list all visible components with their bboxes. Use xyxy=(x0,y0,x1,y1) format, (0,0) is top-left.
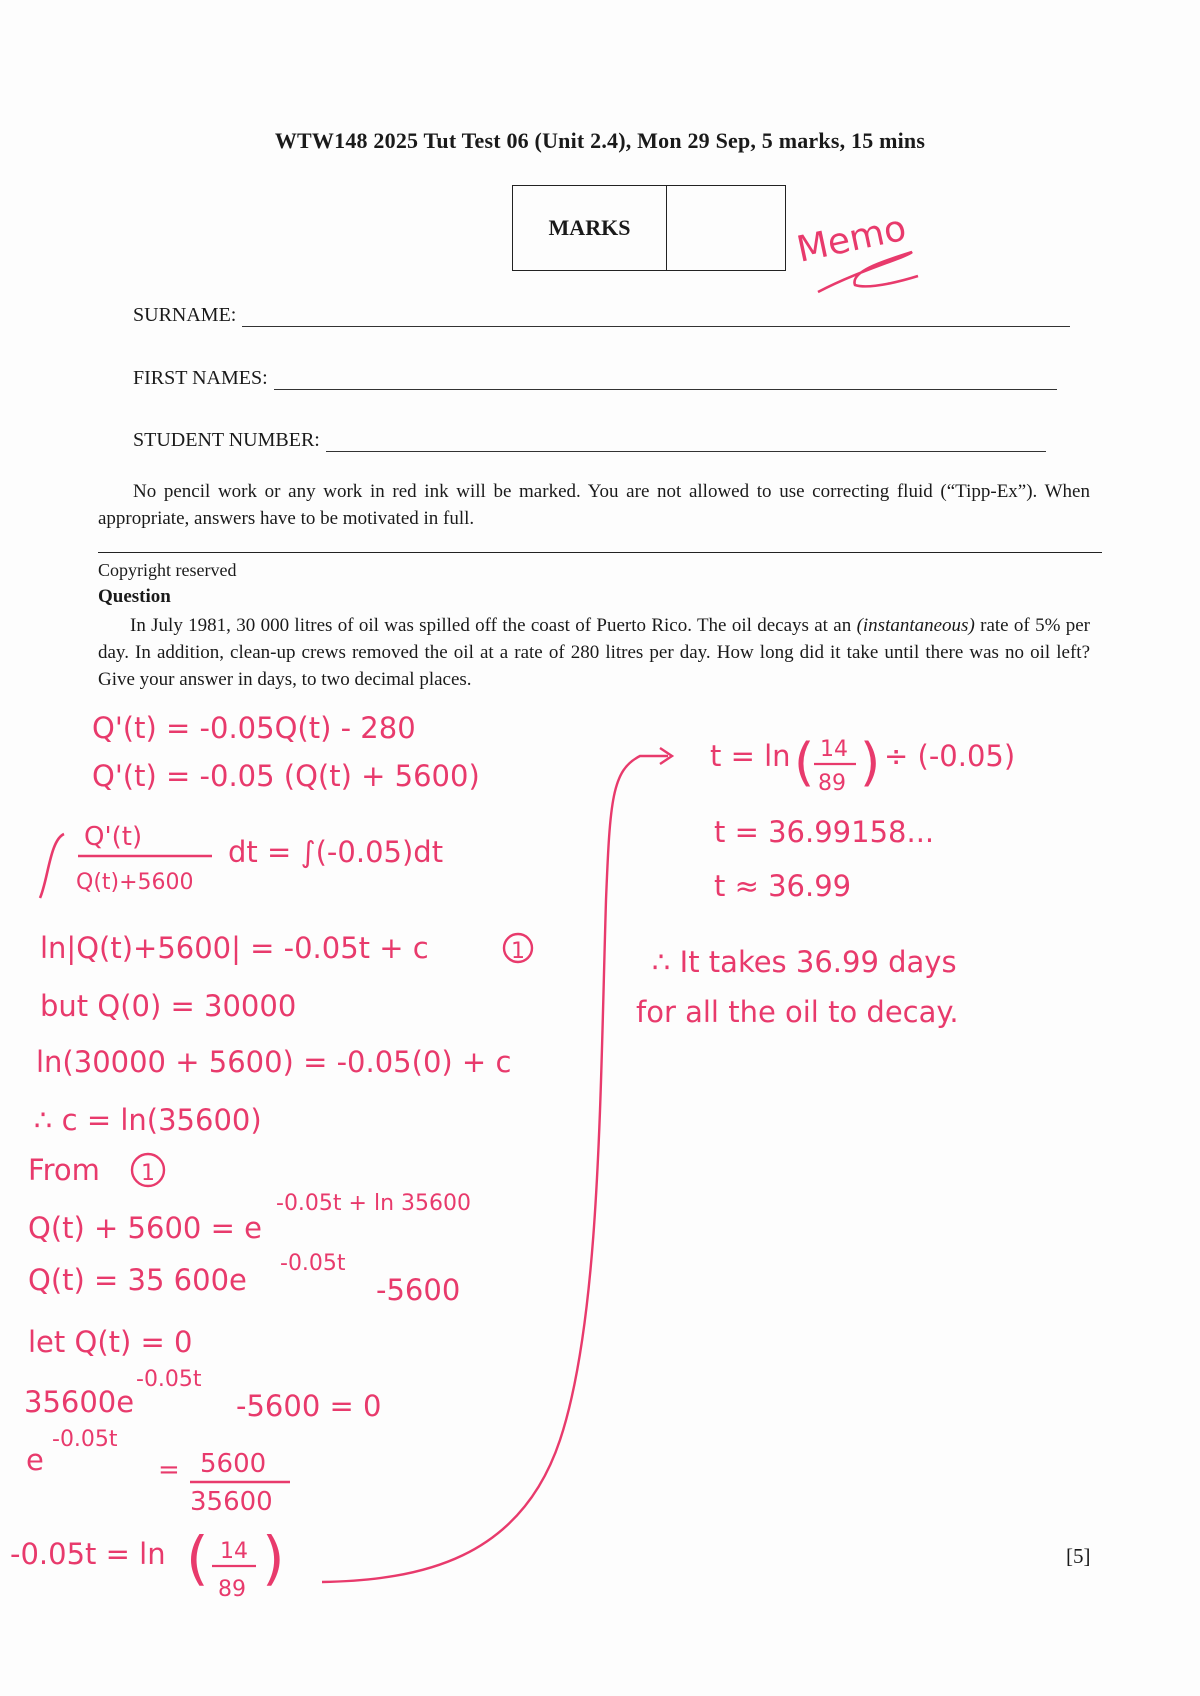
solution-line-13-base: e xyxy=(26,1443,44,1477)
question-text-after: rate of 5% per day. In addition, clean-up crews removed the oil at a rate of 280 litres per day. How long did it take until there was no oil left? Give your answer in days, to two decimal places. xyxy=(98,615,1091,690)
solution-line-14-numerator: 14 xyxy=(220,1539,248,1564)
solution-line-7: ∴ c = ln(35600) xyxy=(34,1103,262,1137)
solution-line-12-rhs: -5600 = 0 xyxy=(236,1389,382,1423)
first-names-label: FIRST NAMES: xyxy=(133,367,268,389)
solution-line-12: 35600e xyxy=(24,1385,135,1419)
integral-numerator: Q'(t) xyxy=(84,822,143,852)
solution-line-14: -0.05t = ln xyxy=(10,1537,166,1571)
question-text-italic: (instantaneous) xyxy=(856,615,975,636)
test-title: WTW148 2025 Tut Test 06 (Unit 2.4), Mon 29 Sep, 5 marks, 15 mins xyxy=(274,128,926,153)
solution-line-5: but Q(0) = 30000 xyxy=(40,989,297,1023)
solution-line-10-rhs: -5600 xyxy=(376,1273,461,1307)
integral-sign-icon xyxy=(40,834,64,898)
solution-line-4: ln|Q(t)+5600| = -0.05t + c xyxy=(40,931,429,965)
close-paren: ) xyxy=(262,1524,285,1592)
solution-line-13-denominator: 35600 xyxy=(190,1487,273,1517)
right-line-1: t = ln xyxy=(710,739,791,773)
total-marks: [5] xyxy=(1066,1544,1091,1568)
connector-arrow xyxy=(322,756,668,1582)
solution-line-13-numerator: 5600 xyxy=(200,1449,267,1479)
conclusion-line-2: for all the oil to decay. xyxy=(636,995,959,1029)
integral-rest: dt = ∫(-0.05)dt xyxy=(228,835,444,869)
solution-line-13-exponent: -0.05t xyxy=(52,1427,118,1452)
question-heading: Question xyxy=(98,586,171,607)
close-paren-right: ) xyxy=(860,733,881,793)
right-line-1-rhs: ÷ (-0.05) xyxy=(884,739,1016,773)
student-number-label: STUDENT NUMBER: xyxy=(133,429,320,451)
open-paren-right: ( xyxy=(794,733,815,793)
surname-label: SURNAME: xyxy=(133,304,237,326)
solution-line-11: let Q(t) = 0 xyxy=(28,1325,193,1359)
open-paren: ( xyxy=(186,1524,209,1592)
equation-ref: 1 xyxy=(141,1161,155,1186)
solution-line-8: From xyxy=(28,1153,100,1187)
solution-line-2: Q'(t) = -0.05 (Q(t) + 5600) xyxy=(92,759,480,793)
right-line-1-numerator: 14 xyxy=(820,737,848,762)
copyright: Copyright reserved xyxy=(98,560,237,580)
solution-line-9-exponent: -0.05t + ln 35600 xyxy=(276,1191,472,1216)
solution-line-14-denominator: 89 xyxy=(218,1577,246,1602)
equation-label: 1 xyxy=(511,939,525,964)
instructions-text: No pencil work or any work in red ink will be marked. You are not allowed to use correcting fluid (“Tipp-Ex”). When appropriate, answers have to be motivated in full. xyxy=(98,481,1090,529)
solution-line-6: ln(30000 + 5600) = -0.05(0) + c xyxy=(36,1045,512,1079)
right-line-3: t ≈ 36.99 xyxy=(714,869,852,903)
marks-label: MARKS xyxy=(513,186,667,270)
integral-denominator: Q(t)+5600 xyxy=(76,870,194,895)
solution-line-10: Q(t) = 35 600e xyxy=(28,1263,247,1297)
equals-sign: = xyxy=(158,1455,180,1485)
memo-text: Memo xyxy=(793,207,910,271)
right-line-2: t = 36.99158... xyxy=(714,815,935,849)
solution-line-9: Q(t) + 5600 = e xyxy=(28,1211,262,1245)
solution-line-12-exponent: -0.05t xyxy=(136,1367,202,1392)
question-text-before: In July 1981, 30 000 litres of oil was spilled off the coast of Puerto Rico. The oil decays at an xyxy=(130,615,857,636)
solution-line-1: Q'(t) = -0.05Q(t) - 280 xyxy=(92,711,416,745)
conclusion-line-1: ∴ It takes 36.99 days xyxy=(652,945,957,979)
solution-line-10-exponent: -0.05t xyxy=(280,1251,346,1276)
right-line-1-denominator: 89 xyxy=(818,771,846,796)
